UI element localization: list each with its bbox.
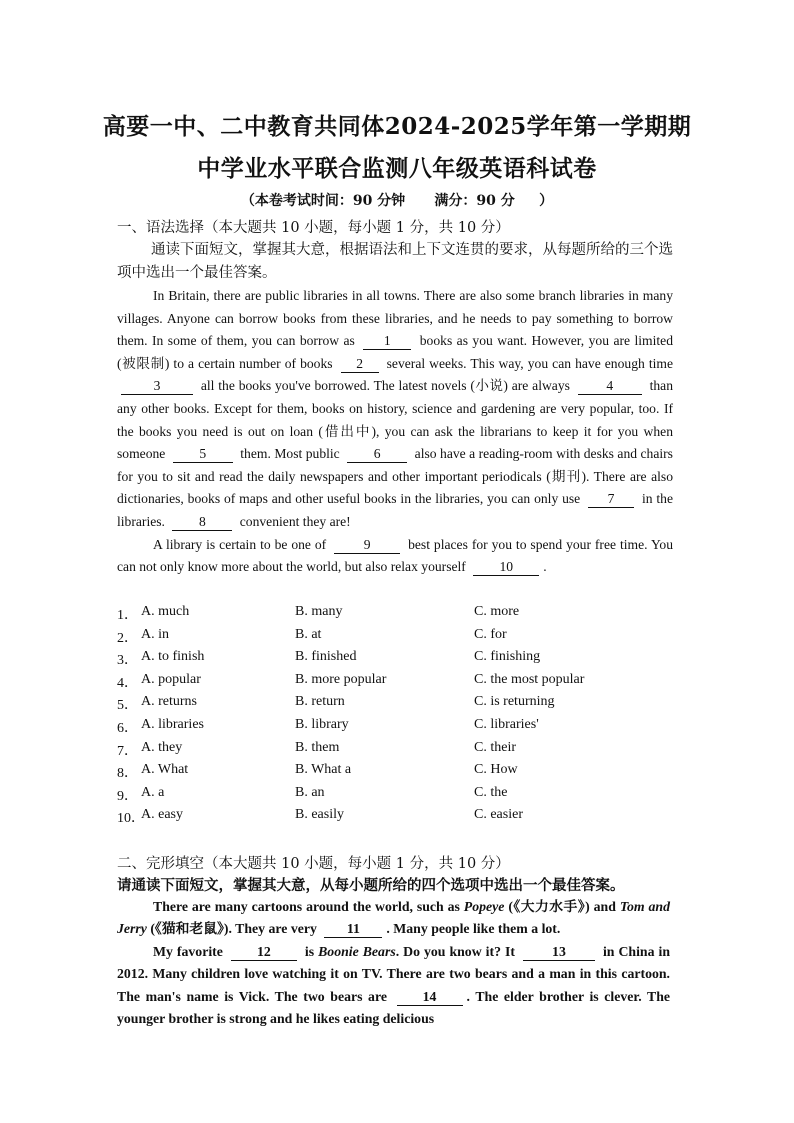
- question-number: 1．: [117, 608, 138, 623]
- option-b: B. library: [295, 716, 349, 732]
- section1-options: [117, 604, 677, 830]
- question-number: 4．: [117, 675, 138, 691]
- option-b: B. at: [295, 626, 322, 642]
- blank-14: 14: [397, 989, 463, 1006]
- passage-text: My favorite: [153, 943, 223, 959]
- passage-text: books as you want. However, you are limited (被限制) to a certain number of books: [117, 333, 674, 371]
- option-c: C. libraries': [474, 716, 539, 732]
- section2-instruction: 请通读下面短文，掌握其大意，从每小题所给的四个选项中选出一个最佳答案。: [117, 877, 625, 894]
- option-a: A. to finish: [141, 649, 205, 665]
- blank-11: 11: [324, 921, 382, 938]
- passage-text: several weeks. This way, you can have enough time: [386, 355, 673, 371]
- option-c: C. easier: [474, 807, 523, 823]
- question-row: [117, 604, 677, 627]
- blank-8: 8: [172, 514, 232, 531]
- blank-2: 2: [341, 356, 379, 373]
- passage-text: in the libraries.: [117, 491, 673, 529]
- question-number: 5．: [117, 698, 138, 714]
- option-a: A. returns: [141, 694, 197, 710]
- passage-text: .: [543, 559, 547, 575]
- question-row: [117, 717, 677, 740]
- passage-text: than any other books. Except for them, books on history, science and gardening are very popular, too. If the books you need is out on loan (借出中), you can ask the librarians to keep it for you when someone: [117, 378, 674, 462]
- blank-7: 7: [588, 491, 634, 508]
- passage-text: There are many cartoons around the world, such as: [153, 899, 460, 914]
- passage-text: convenient they are!: [239, 513, 351, 529]
- option-a: A. in: [141, 626, 169, 642]
- passage-text: all the books you've borrowed. The latest novels (小说) are always: [200, 378, 570, 394]
- blank-4: 4: [578, 378, 642, 395]
- passage-text: (《大力水手》) and: [508, 899, 616, 914]
- option-a: A. a: [141, 784, 165, 800]
- blank-10: 10: [473, 559, 539, 576]
- option-a: A. they: [141, 739, 183, 755]
- blank-12: 12: [231, 944, 297, 961]
- question-number: 6．: [117, 720, 138, 736]
- option-c: C. the: [474, 784, 508, 800]
- blank-1: 1: [363, 333, 411, 350]
- passage-text: (《猫和老鼠》). They are very: [150, 921, 317, 937]
- question-row: [117, 672, 677, 695]
- option-b: B. return: [295, 694, 345, 710]
- option-a: A. much: [141, 604, 190, 619]
- section2-heading: 二、完形填空（本大题共 10 小题，每小题 1 分，共 10 分）: [117, 856, 510, 872]
- blank-13: 13: [523, 944, 595, 961]
- passage-text: is: [304, 943, 315, 959]
- blank-5: 5: [173, 446, 233, 463]
- question-row: [117, 694, 677, 717]
- section1-passage: [117, 285, 673, 579]
- option-c: C. is returning: [474, 694, 555, 710]
- option-a: A. popular: [141, 671, 201, 687]
- cartoon-title: Boonie Bears: [318, 943, 396, 959]
- question-row: [117, 807, 677, 830]
- question-row: [117, 649, 677, 672]
- passage-text: best places for you to spend your free time. You can not only know more about the world, but also relax yourself: [117, 536, 673, 575]
- passage-text: . The elder brother is clever. The younger brother is strong and he likes eating delicious: [117, 988, 670, 1027]
- passage-text: In Britain, there are public libraries in all towns. There are also some branch libraries in many villages. Anyone can borrow books from these libraries, and he needs to pay something to borrow them. In some of them, you can borrow as: [117, 288, 673, 349]
- blank-9: 9: [334, 537, 400, 554]
- cartoon-title: Popeye: [463, 899, 505, 914]
- option-b: B. finished: [295, 649, 357, 665]
- option-b: B. more popular: [295, 671, 387, 687]
- passage-text: them. Most public: [240, 446, 340, 462]
- option-a: A. easy: [141, 807, 183, 823]
- option-b: B. an: [295, 784, 325, 800]
- section1-instruction: 通读下面短文，掌握其大意，根据语法和上下文连贯的要求，从每题所给的三个选项中选出一个最佳答案。: [117, 242, 673, 281]
- question-number: 8．: [117, 766, 138, 782]
- question-number: 7．: [117, 743, 138, 759]
- option-c: C. more: [474, 604, 520, 619]
- blank-3: 3: [121, 378, 193, 395]
- option-c: C. for: [474, 626, 507, 642]
- question-row: [117, 785, 677, 808]
- question-number: 2．: [117, 630, 138, 646]
- option-a: A. What: [141, 762, 189, 778]
- question-row: [117, 762, 677, 785]
- passage-text: . Do you know it? It: [395, 943, 515, 959]
- section2-passage: [117, 896, 670, 1030]
- option-b: B. them: [295, 739, 340, 755]
- passage-text: . Many people like them a lot.: [386, 921, 561, 937]
- option-a: A. libraries: [141, 716, 204, 732]
- option-b: B. easily: [295, 807, 344, 823]
- question-row: [117, 627, 677, 650]
- option-c: C. their: [474, 739, 516, 755]
- blank-6: 6: [347, 446, 407, 463]
- passage-text: also have a reading-room with desks and chairs for you to sit and read the daily newspapers and other important periodicals (期刊). There are also dictionaries, books of maps and other useful books in the libraries, you can only use: [117, 446, 673, 507]
- question-number: 3．: [117, 653, 138, 669]
- option-b: B. What a: [295, 762, 352, 778]
- question-number: 10．: [117, 811, 145, 827]
- question-number: 9．: [117, 788, 138, 804]
- option-b: B. many: [295, 604, 343, 619]
- section1-heading: 一、语法选择（本大题共 10 小题，每小题 1 分，共 10 分）: [117, 220, 510, 236]
- passage-text: in China in 2012. Many children love watching it on TV. There are two bears and a man in this cartoon. The man's name is Vick. The two bears are: [117, 943, 670, 1004]
- option-c: C. How: [474, 762, 518, 778]
- exam-info: （本卷考试时间：90 分钟 满分：90 分 ）: [240, 193, 554, 209]
- cartoon-title: Tom and Jerry: [117, 899, 671, 937]
- exam-title-line2: 中学业水平联合监测八年级英语科试卷: [197, 155, 597, 182]
- exam-title-line1: 高要一中、二中教育共同体2024-2025学年第一学期期: [102, 113, 692, 140]
- option-c: C. the most popular: [474, 671, 585, 687]
- question-row: [117, 740, 677, 763]
- passage-text: A library is certain to be one of: [153, 536, 327, 552]
- option-c: C. finishing: [474, 649, 541, 665]
